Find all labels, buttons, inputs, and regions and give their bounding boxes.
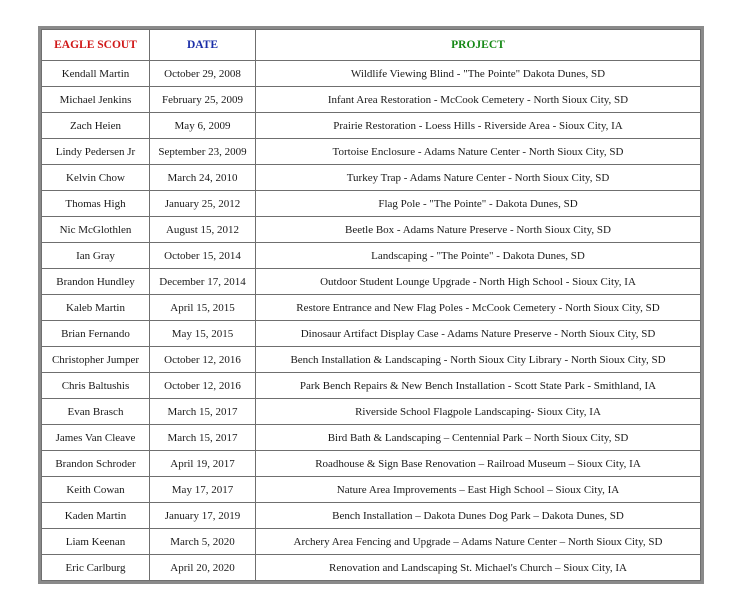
date-cell: August 15, 2012 [150,217,256,243]
project-cell: Turkey Trap - Adams Nature Center - North Sioux City, SD [256,165,701,191]
scout-name-cell: Zach Heien [42,113,150,139]
project-cell: Riverside School Flagpole Landscaping- Sioux City, IA [256,399,701,425]
project-cell: Bench Installation – Dakota Dunes Dog Park – Dakota Dunes, SD [256,503,701,529]
table-row [42,347,701,373]
scout-name-cell: Kendall Martin [42,61,150,87]
scout-name-cell: Thomas High [42,191,150,217]
project-cell: Infant Area Restoration - McCook Cemetery - North Sioux City, SD [256,87,701,113]
date-cell: March 15, 2017 [150,425,256,451]
scout-name-cell: Chris Baltushis [42,373,150,399]
scout-name-cell: Liam Keenan [42,529,150,555]
header-project: PROJECT [256,30,701,61]
scout-name-cell: Kaden Martin [42,503,150,529]
project-cell: Archery Area Fencing and Upgrade – Adams Nature Center – North Sioux City, SD [256,529,701,555]
table-row [42,243,701,269]
table-row [42,191,701,217]
table-row [42,269,701,295]
date-cell: March 15, 2017 [150,399,256,425]
table-row [42,399,701,425]
project-cell: Flag Pole - "The Pointe" - Dakota Dunes, SD [256,191,701,217]
scout-name-cell: Brian Fernando [42,321,150,347]
project-cell: Roadhouse & Sign Base Renovation – Railroad Museum – Sioux City, IA [256,451,701,477]
scout-name-cell: James Van Cleave [42,425,150,451]
scout-name-cell: Michael Jenkins [42,87,150,113]
project-cell: Beetle Box - Adams Nature Preserve - North Sioux City, SD [256,217,701,243]
date-cell: February 25, 2009 [150,87,256,113]
project-cell: Restore Entrance and New Flag Poles - McCook Cemetery - North Sioux City, SD [256,295,701,321]
date-cell: September 23, 2009 [150,139,256,165]
scout-name-cell: Brandon Schroder [42,451,150,477]
scout-name-cell: Nic McGlothlen [42,217,150,243]
scout-name-cell: Keith Cowan [42,477,150,503]
date-cell: May 17, 2017 [150,477,256,503]
scout-name-cell: Lindy Pedersen Jr [42,139,150,165]
table-row [42,217,701,243]
project-cell: Bench Installation & Landscaping - North Sioux City Library - North Sioux City, SD [256,347,701,373]
project-cell: Bird Bath & Landscaping – Centennial Park – North Sioux City, SD [256,425,701,451]
table-row [42,295,701,321]
project-cell: Landscaping - "The Pointe" - Dakota Dunes, SD [256,243,701,269]
scout-name-cell: Christopher Jumper [42,347,150,373]
date-cell: May 15, 2015 [150,321,256,347]
date-cell: March 5, 2020 [150,529,256,555]
header-eagle-scout: EAGLE SCOUT [42,30,150,61]
project-cell: Renovation and Landscaping St. Michael's Church – Sioux City, IA [256,555,701,581]
table-row [42,87,701,113]
date-cell: January 17, 2019 [150,503,256,529]
table-row [42,61,701,87]
date-cell: October 12, 2016 [150,347,256,373]
date-cell: October 12, 2016 [150,373,256,399]
eagle-scout-table-frame [38,26,704,584]
project-cell: Park Bench Repairs & New Bench Installation - Scott State Park - Smithland, IA [256,373,701,399]
table-row [42,477,701,503]
table-row [42,503,701,529]
scout-name-cell: Kaleb Martin [42,295,150,321]
table-row [42,139,701,165]
table-row [42,529,701,555]
scout-name-cell: Evan Brasch [42,399,150,425]
table-row [42,373,701,399]
date-cell: October 29, 2008 [150,61,256,87]
table-row [42,165,701,191]
table-row [42,555,701,581]
scout-name-cell: Kelvin Chow [42,165,150,191]
table-row [42,113,701,139]
table-row [42,451,701,477]
eagle-scout-table [41,29,701,581]
date-cell: April 20, 2020 [150,555,256,581]
table-row [42,425,701,451]
header-date: DATE [150,30,256,61]
project-cell: Prairie Restoration - Loess Hills - Riverside Area - Sioux City, IA [256,113,701,139]
date-cell: April 15, 2015 [150,295,256,321]
date-cell: April 19, 2017 [150,451,256,477]
date-cell: October 15, 2014 [150,243,256,269]
project-cell: Nature Area Improvements – East High School – Sioux City, IA [256,477,701,503]
date-cell: May 6, 2009 [150,113,256,139]
scout-name-cell: Ian Gray [42,243,150,269]
date-cell: December 17, 2014 [150,269,256,295]
project-cell: Dinosaur Artifact Display Case - Adams Nature Preserve - North Sioux City, SD [256,321,701,347]
scout-name-cell: Eric Carlburg [42,555,150,581]
project-cell: Wildlife Viewing Blind - "The Pointe" Dakota Dunes, SD [256,61,701,87]
project-cell: Tortoise Enclosure - Adams Nature Center - North Sioux City, SD [256,139,701,165]
date-cell: January 25, 2012 [150,191,256,217]
date-cell: March 24, 2010 [150,165,256,191]
table-row [42,321,701,347]
table-header-row [42,30,701,61]
scout-name-cell: Brandon Hundley [42,269,150,295]
project-cell: Outdoor Student Lounge Upgrade - North High School - Sioux City, IA [256,269,701,295]
